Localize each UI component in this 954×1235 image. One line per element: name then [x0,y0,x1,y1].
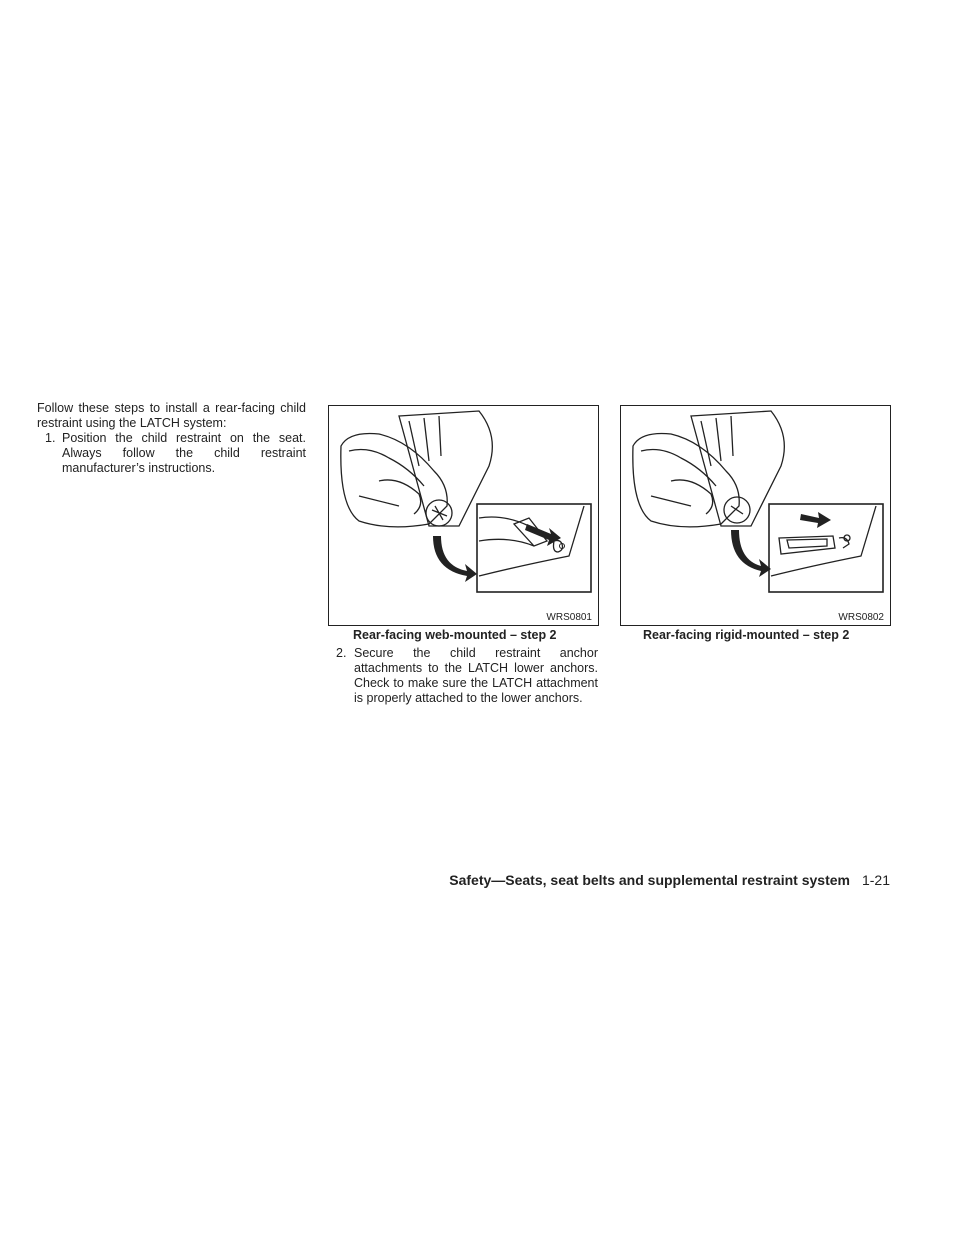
footer-section-title: Safety—Seats, seat belts and supplemental restraint system [449,872,850,888]
figure-web-mounted [328,405,599,626]
step-2 [336,646,598,706]
figure-1-code: WRS0801 [546,612,592,623]
intro-paragraph: Follow these steps to install a rear-facing child restraint using the LATCH system: [37,401,306,430]
page-footer [449,872,890,888]
figure-1-caption: Rear-facing web-mounted – step 2 [353,628,557,642]
middle-column [336,646,598,706]
step-1-text: Position the child restraint on the seat. Always follow the child restraint manufacturer’s instructions. [62,431,306,475]
figure-rigid-mounted [620,405,891,626]
rigid-mounted-illustration [621,406,890,625]
figure-2-code: WRS0802 [838,612,884,623]
step-2-number: 2. [336,646,347,660]
figure-2-caption: Rear-facing rigid-mounted – step 2 [643,628,850,642]
left-column [37,401,306,476]
step-1-number: 1. [45,431,56,445]
step-1 [37,431,306,476]
step-2-text: Secure the child restraint anchor attachments to the LATCH lower anchors. Check to make sure the LATCH attachment is properly attached to the lower anchors. [354,646,598,705]
web-mounted-illustration [329,406,598,625]
page-number: 1-21 [861,872,890,888]
